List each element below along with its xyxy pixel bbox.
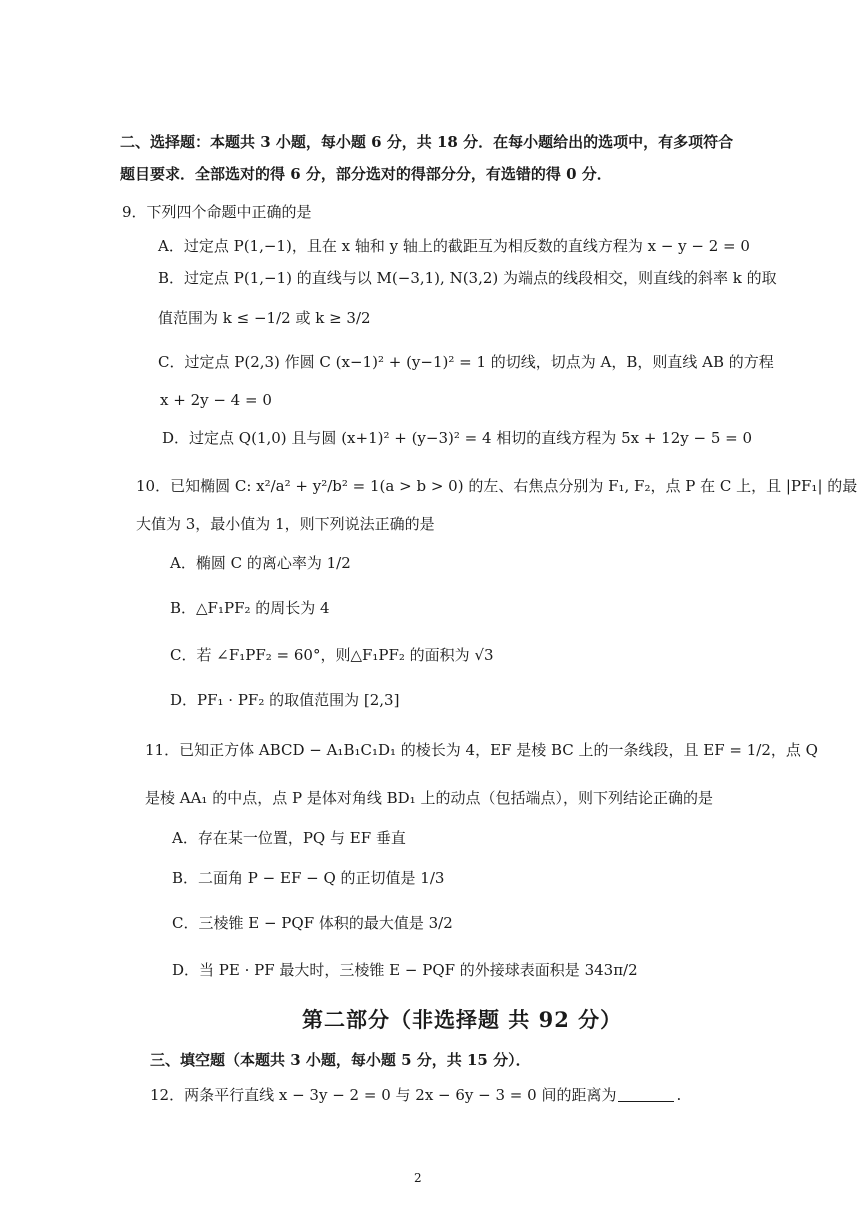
question-10-stem-line2: 大值为 3，最小值为 1，则下列说法正确的是 (136, 515, 435, 533)
question-9-option-a: A．过定点 P(1,−1)，且在 x 轴和 y 轴上的截距互为相反数的直线方程为 x − y − 2 = 0 (158, 237, 750, 255)
question-11-option-d: D．当 PE · PF 最大时，三棱锥 E − PQF 的外接球表面积是 343π/2 (172, 961, 638, 979)
question-9-option-b-line1: B．过定点 P(1,−1) 的直线与以 M(−3,1), N(3,2) 为端点的线段相交，则直线的斜率 k 的取 (158, 269, 777, 287)
question-11-option-a: A．存在某一位置，PQ 与 EF 垂直 (172, 829, 406, 847)
page-number: 2 (414, 1171, 422, 1185)
question-10-stem-line1: 10．已知椭圆 C: x²/a² + y²/b² = 1(a > b > 0) 的左、右焦点分别为 F₁, F₂，点 P 在 C 上，且 |PF₁| 的最 (136, 477, 858, 495)
question-12-period: . (676, 1086, 682, 1104)
question-10-option-d: D．PF₁ · PF₂ 的取值范围为 [2,3] (170, 691, 400, 709)
part2-title: 第二部分（非选择题 共 92 分） (302, 1007, 623, 1032)
question-10-option-c: C．若 ∠F₁PF₂ = 60°，则△F₁PF₂ 的面积为 √3 (170, 646, 494, 664)
section2-heading-line2: 题目要求．全部选对的得 6 分，部分选对的得部分分，有选错的得 0 分． (120, 165, 612, 183)
question-10-option-b: B．△F₁PF₂ 的周长为 4 (170, 599, 330, 617)
section3-heading: 三、填空题（本题共 3 小题，每小题 5 分，共 15 分）． (150, 1051, 531, 1069)
question-12 (150, 1085, 681, 1105)
question-11-option-b: B．二面角 P − EF − Q 的正切值是 1/3 (172, 869, 445, 887)
question-9-option-c-line1: C．过定点 P(2,3) 作圆 C (x−1)² + (y−1)² = 1 的切线，切点为 A，B，则直线 AB 的方程 (158, 353, 774, 371)
answer-blank[interactable] (618, 1101, 674, 1102)
question-11-stem-line1: 11．已知正方体 ABCD − A₁B₁C₁D₁ 的棱长为 4，EF 是棱 BC 上的一条线段，且 EF = 1/2，点 Q (145, 741, 818, 759)
section2-heading-line1: 二、选择题：本题共 3 小题，每小题 6 分，共 18 分．在每小题给出的选项中，有多项符合 (120, 133, 734, 151)
question-9-stem: 9．下列四个命题中正确的是 (122, 203, 312, 221)
question-11-option-c: C．三棱锥 E − PQF 体积的最大值是 3/2 (172, 914, 453, 932)
question-10-option-a: A．椭圆 C 的离心率为 1/2 (170, 554, 351, 572)
question-12-text: 12．两条平行直线 x − 3y − 2 = 0 与 2x − 6y − 3 = 0 间的距离为 (150, 1086, 617, 1104)
question-9-option-c-line2: x + 2y − 4 = 0 (160, 391, 272, 409)
question-9-option-b-line2: 值范围为 k ≤ −1/2 或 k ≥ 3/2 (158, 309, 371, 327)
question-9-option-d: D．过定点 Q(1,0) 且与圆 (x+1)² + (y−3)² = 4 相切的直线方程为 5x + 12y − 5 = 0 (162, 429, 753, 447)
question-11-stem-line2: 是棱 AA₁ 的中点，点 P 是体对角线 BD₁ 上的动点（包括端点），则下列结论正确的是 (145, 789, 713, 807)
